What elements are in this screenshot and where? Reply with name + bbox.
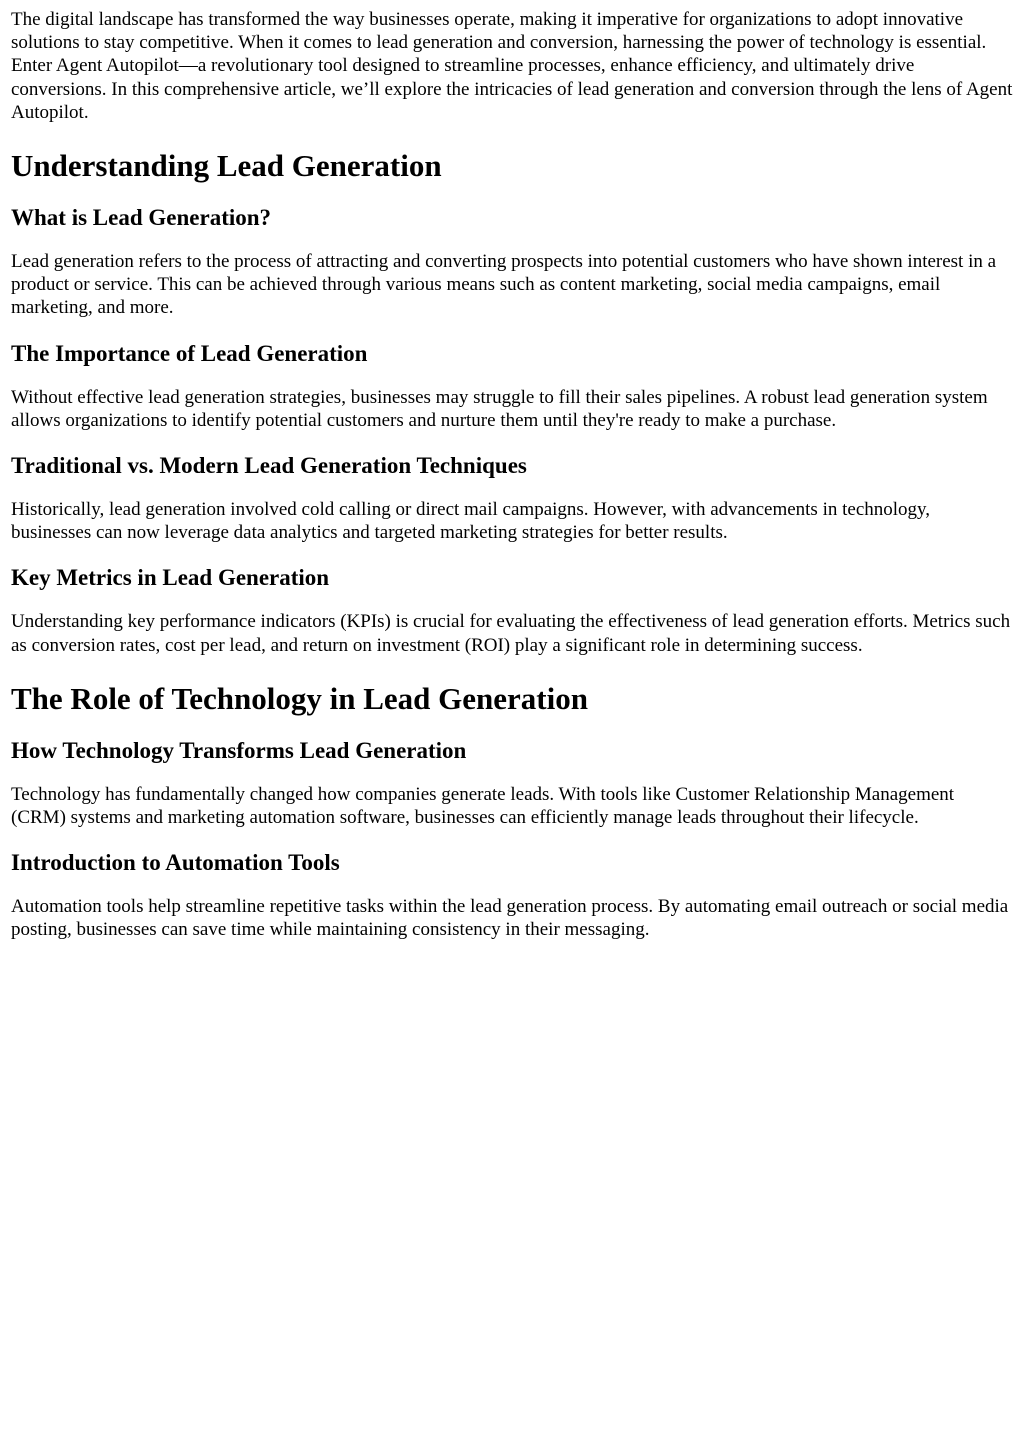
- section-heading-role-of-technology: The Role of Technology in Lead Generation: [11, 680, 588, 716]
- paragraph-how-technology-transforms: Technology has fundamentally changed how companies generate leads. With tools like Customer Relationship Management (CRM) systems and marketing automation software, businesses can efficiently manage leads throughout their lifecycle.: [11, 783, 955, 829]
- subheading-importance-of-lead-generation: The Importance of Lead Generation: [11, 340, 368, 366]
- paragraph-what-is-lead-generation: Lead generation refers to the process of attracting and converting prospects into potential customers who have shown interest in a product or service. This can be achieved through various means such as content marketing, social media campaigns, email marketing, and more.: [11, 251, 997, 319]
- section-heading-understanding-lead-generation: Understanding Lead Generation: [11, 148, 442, 184]
- subheading-how-technology-transforms: How Technology Transforms Lead Generation: [11, 737, 467, 763]
- paragraph-importance-of-lead-generation: Without effective lead generation strategies, businesses may struggle to fill their sales pipelines. A robust lead generation system allows organizations to identify potential customers and nurture them until they're ready to make a purchase.: [11, 386, 988, 431]
- subheading-key-metrics: Key Metrics in Lead Generation: [11, 565, 330, 591]
- subheading-traditional-vs-modern: Traditional vs. Modern Lead Generation Techniques: [11, 453, 527, 479]
- subheading-what-is-lead-generation: What is Lead Generation?: [11, 205, 272, 231]
- subheading-automation-tools: Introduction to Automation Tools: [11, 850, 340, 876]
- paragraph-key-metrics: Understanding key performance indicators (KPIs) is crucial for evaluating the effectiveness of lead generation efforts. Metrics such as conversion rates, cost per lead, and return on investment (ROI) play a significant role in determining success.: [11, 611, 1011, 656]
- paragraph-traditional-vs-modern: Historically, lead generation involved cold calling or direct mail campaigns. However, with advancements in technology, businesses can now leverage data analytics and targeted marketing strategies for better results.: [11, 499, 931, 544]
- intro-paragraph: The digital landscape has transformed the way businesses operate, making it imperative for organizations to adopt innovative solutions to stay competitive. When it comes to lead generation and conversion, harnessing the power of technology is essential. Enter Agent Autopilot—a revolutionary tool designed to streamline processes, enhance efficiency, and ultimately drive conversions. In this comprehensive article, we’ll explore the intricacies of lead generation and conversion through the lens of Agent Autopilot.: [11, 9, 1013, 123]
- paragraph-automation-tools: Automation tools help streamline repetitive tasks within the lead generation process. By automating email outreach or social media posting, businesses can save time while maintaining consistency in their messaging.: [11, 896, 1009, 941]
